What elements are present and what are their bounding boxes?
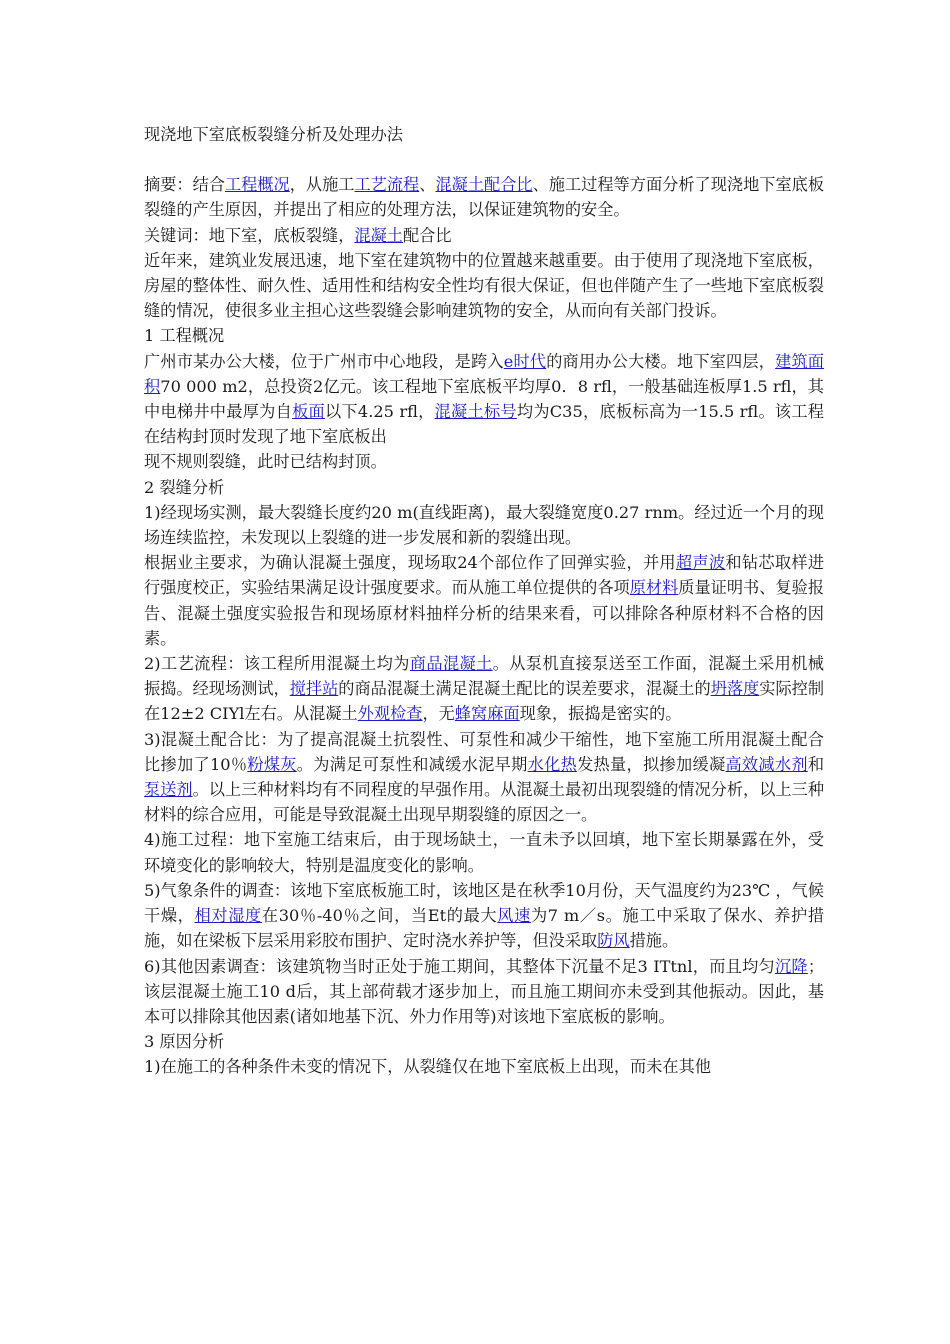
- paragraph: [144, 954, 824, 1030]
- inline-link[interactable]: 原材料: [629, 578, 679, 598]
- text-run: 发热量，拟掺加缓凝: [577, 754, 726, 774]
- inline-link[interactable]: 粉煤灰: [247, 754, 297, 774]
- text-run: 和: [807, 754, 825, 774]
- text-run: 1)经现场实测，最大裂缝长度约20 m(直线距离)，最大裂缝宽度0.27 rnm。经过近一个月的现场连续监控，未发现以上裂缝的进一步发展和新的裂缝出现。: [144, 502, 824, 548]
- paragraph: [144, 878, 824, 954]
- paragraph: [144, 827, 824, 877]
- text-run: 现不规则裂缝，此时已结构封顶。: [144, 452, 387, 472]
- text-run: 的商用办公大楼。地下室四层，: [546, 351, 776, 371]
- inline-link[interactable]: 混凝土标号: [434, 402, 517, 422]
- paragraph: [144, 172, 824, 222]
- inline-link[interactable]: 搅拌站: [289, 679, 339, 699]
- document-body: [144, 122, 824, 1080]
- text-run: 在30％-40％之间，当Et的最大: [261, 906, 498, 926]
- text-run: ，从施工: [289, 175, 355, 195]
- text-run: 的商品混凝土满足混凝土配比的误差要求，混凝土的: [338, 679, 711, 699]
- paragraph: [144, 248, 824, 324]
- text-run: 以下4.25 rfl，: [324, 402, 435, 422]
- inline-link[interactable]: 工程概况: [224, 175, 290, 195]
- paragraph: [144, 727, 824, 828]
- inline-link[interactable]: e时代: [503, 351, 547, 371]
- paragraph: [144, 500, 824, 550]
- paragraph: [144, 1029, 824, 1054]
- text-run: 3)混凝土配合比：为了提高混凝土抗裂性、可泵性和减少干缩性，地下室施工所用混凝土配合比掺加了10％: [144, 729, 824, 774]
- document-title: 现浇地下室底板裂缝分析及处理办法: [144, 125, 403, 144]
- inline-link[interactable]: 外观检查: [357, 704, 423, 724]
- paragraph: [144, 651, 824, 727]
- text-run: 3 原因分析: [144, 1032, 225, 1052]
- paragraph: [144, 1054, 824, 1079]
- paragraph: [144, 550, 824, 651]
- text-run: 、施工过程等方面分析了现浇地下室底板裂缝的产生原因，并提出了相应的处理方法，以保证建筑物的安全。: [144, 175, 825, 220]
- text-run: 1)在施工的各种条件未变的情况下，从裂缝仅在地下室底板上出现，而未在其他: [144, 1057, 711, 1077]
- inline-link[interactable]: 沉降: [774, 956, 808, 976]
- text-run: 配合比: [403, 225, 452, 245]
- text-run: 。从泵机直接泵送至工作面，混凝土采用机械振捣。经现场测试，: [144, 654, 824, 699]
- text-run: 2 裂缝分析: [144, 477, 225, 497]
- text-run: 。以上三种材料均有不同程度的早强作用。从混凝土最初出现裂缝的情况分析，以上三种材料的综合应用，可能是导致混凝土出现早期裂缝的原因之一。: [144, 780, 825, 825]
- text-run: 70 000 m2，总投资2亿元。该工程地下室底板平均厚0．8 rfl，一般基础连板厚1.5 rfl，其中电梯井中最厚为自: [144, 376, 824, 422]
- inline-link[interactable]: 混凝土: [354, 225, 403, 245]
- text-run: 根据业主要求，为确认混凝土强度，现场取24个部位作了回弹实验，并用: [144, 553, 676, 573]
- paragraph: [144, 449, 824, 474]
- paragraph: [144, 223, 824, 248]
- inline-link[interactable]: 商品混凝土: [409, 654, 493, 674]
- text-run: 关键词：地下室，底板裂缝，: [144, 225, 355, 245]
- text-run: ，无: [422, 704, 455, 724]
- inline-link[interactable]: 工艺流程: [354, 175, 420, 195]
- inline-link[interactable]: 水化热: [527, 754, 578, 774]
- text-run: 5)气象条件的调查：该地下室底板施工时，该地区是在秋季10月份，天气温度约为23℃ ，气候干燥，: [144, 880, 824, 926]
- text-run: 措施。: [629, 931, 679, 951]
- inline-link[interactable]: 坍落度: [710, 679, 760, 699]
- text-run: 和钻芯取样进行强度校正，实验结果满足设计强度要求。而从施工单位提供的各项: [144, 553, 825, 598]
- inline-link[interactable]: 混凝土配合比: [435, 175, 533, 195]
- text-run: 为7 m／s。施工中采取了保水、养护措施，如在梁板下层采用彩胶布围护、定时浇水养护等，但没采取: [144, 906, 825, 951]
- text-run: 6)其他因素调查：该建筑物当时正处于施工期间，其整体下沉量不足3 ITtnl，而且均匀: [144, 956, 775, 976]
- inline-link[interactable]: 建筑面积: [144, 351, 824, 396]
- inline-link[interactable]: 蜂窝麻面: [454, 704, 520, 724]
- text-run: 。为满足可泵性和减缓水泥早期: [296, 754, 528, 774]
- text-run: 近年来，建筑业发展迅速，地下室在建筑物中的位置越来越重要。由于使用了现浇地下室底板，房屋的整体性、耐久性、适用性和结构安全性均有很大保证，但也伴随产生了一些地下室底板裂缝的情况，使很多业主担心这些裂缝会影响建筑物的安全，从而向有关部门投诉。: [144, 250, 824, 321]
- paragraph: [144, 475, 824, 500]
- text-run: 现象，振捣是密实的。: [519, 704, 682, 724]
- inline-link[interactable]: 板面: [292, 402, 325, 422]
- document-paragraphs: [144, 172, 824, 1079]
- text-run: 实际控制在12±2 CIYl左右。从混凝土: [144, 679, 825, 724]
- text-run: 广州市某办公大楼，位于广州市中心地段，是跨入: [144, 351, 504, 371]
- inline-link[interactable]: 防风: [597, 931, 630, 951]
- text-run: 4)施工过程：地下室施工结束后，由于现场缺土，一直未予以回填，地下室长期暴露在外，受环境变化的影响较大，特别是温度变化的影响。: [144, 830, 824, 875]
- inline-link[interactable]: 高效减水剂: [725, 754, 808, 774]
- text-run: ；该层混凝土施工10 d后，其上部荷载才逐步加上，而且施工期间亦未受到其他振动。因此，基本可以排除其他因素(诸如地基下沉、外力作用等)对该地下室底板的影响。: [144, 956, 824, 1026]
- inline-link[interactable]: 超声波: [675, 553, 726, 573]
- inline-link[interactable]: 泵送剂: [144, 780, 193, 800]
- inline-link[interactable]: 风速: [497, 906, 531, 926]
- text-run: 摘要：结合: [144, 175, 225, 195]
- text-run: 2)工艺流程：该工程所用混凝土均为: [144, 654, 410, 674]
- inline-link[interactable]: 相对湿度: [194, 906, 262, 926]
- text-run: 、: [419, 175, 436, 195]
- text-run: 均为C35，底板标高为一15.5 rfl。该工程在结构封顶时发现了地下室底板出: [144, 402, 824, 447]
- paragraph: [144, 349, 824, 450]
- text-run: 1 工程概况: [144, 326, 225, 346]
- text-run: 质量证明书、复验报告、混凝土强度实验报告和现场原材料抽样分析的结果来看，可以排除各种原材料不合格的因素。: [144, 578, 825, 648]
- paragraph: [144, 323, 824, 348]
